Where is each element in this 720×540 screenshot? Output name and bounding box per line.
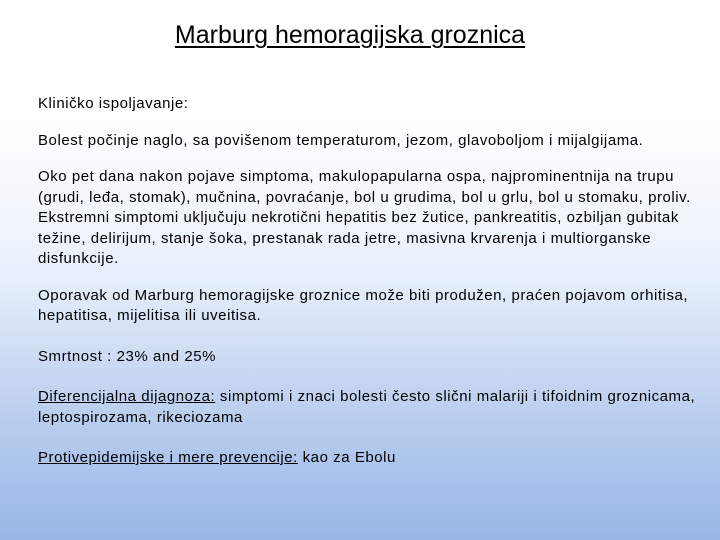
differential-text: simptomi i znaci bolesti često slični malariji i tifoidnim groznicama, leptospirozama, rikeciozama xyxy=(38,388,696,426)
mortality-line: Smrtnost : 23% and 25% xyxy=(38,347,217,365)
prevention-line xyxy=(38,448,698,469)
section-heading: Kliničko ispoljavanje: xyxy=(38,95,189,112)
differential-label: Diferencijalna dijagnoza: xyxy=(38,388,216,405)
paragraph-symptoms: Oko pet dana nakon pojave simptoma, makulopapularna ospa, najprominentnija na trupu (grudi, leđa, stomak), mučnina, povraćanje, bol u grudima, bol u grlu, bol u stomaku, proliv. Ekstremni simptomi uključuju nekrotični hepatitis bez žutice, pankreatitis, ozbiljan gubitak težine, delirijum, stanje šoka, prestanak rada jetre, masivna krvarenja i multiorganske disfunkcije. xyxy=(38,168,691,267)
prevention-text: kao za Ebolu xyxy=(297,449,396,466)
differential-diagnosis xyxy=(38,387,698,428)
paragraph-onset: Bolest počinje naglo, sa povišenom temperaturom, jezom, glavoboljom i mijalgijama. xyxy=(38,131,644,149)
paragraph-recovery: Oporavak od Marburg hemoragijske groznice može biti produžen, praćen pojavom orhitisa, hepatitisa, mijelitisa ili uveitisa. xyxy=(38,286,689,324)
slide-content xyxy=(38,94,698,469)
slide-title: Marburg hemoragijska groznica xyxy=(174,21,526,49)
prevention-label: Protivepidemijske i mere prevencije: xyxy=(38,449,298,466)
